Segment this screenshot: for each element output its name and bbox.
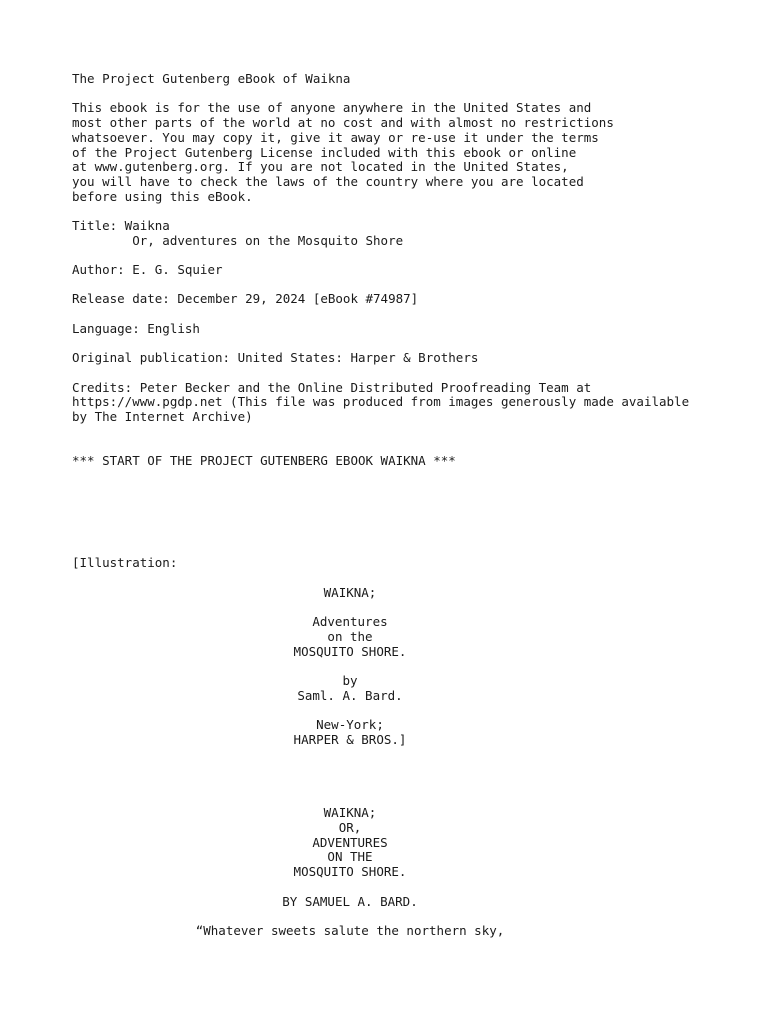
license-line: at www.gutenberg.org. If you are not located in the United States, [72,159,569,175]
illustration-line: Saml. A. Bard. [297,687,403,703]
illustration-caption [72,586,628,748]
illustration-line: on the [327,628,373,644]
license-paragraph [72,101,712,204]
illustration-line: Adventures [312,614,388,630]
illustration-line: by [342,672,358,688]
illustration-line: WAIKNA; [323,584,377,600]
title-page-line: WAIKNA; [323,805,377,821]
license-line: This ebook is for the use of anyone anywhere in the United States and [72,100,592,116]
license-line: before using this eBook. [72,188,253,204]
credits-line: by The Internet Archive) [72,409,253,425]
credits-line: https://www.pgdp.net (This file was produced from images generously made available [72,394,690,410]
illustration-line [72,659,628,674]
title-page-epigraph: “Whatever sweets salute the northern sky, [195,922,505,938]
illustration-line: New-York; [316,717,384,733]
license-line: most other parts of the world at no cost and with almost no restrictions [72,115,614,131]
ebook-page [72,72,712,939]
meta-credits [72,381,712,425]
meta-language: Language: English [72,320,200,336]
start-marker: *** START OF THE PROJECT GUTENBERG EBOOK WAIKNA *** [72,453,456,469]
illustration-line: HARPER & BROS.] [293,731,407,747]
document-title: The Project Gutenberg eBook of Waikna [72,71,351,86]
title-page-line: MOSQUITO SHORE. [293,864,407,880]
license-line: of the Project Gutenberg License included with this ebook or online [72,144,577,160]
meta-author: Author: E. G. Squier [72,262,223,278]
license-line: whatsoever. You may copy it, give it away or re-use it under the terms [72,129,599,145]
meta-title: Title: Waikna [72,218,170,233]
meta-subtitle: Or, adventures on the Mosquito Shore [72,232,404,248]
title-page-line: ADVENTURES [312,834,388,850]
title-page-line: OR, [338,819,362,835]
title-page [72,806,628,938]
title-page-line: ON THE [327,849,373,865]
illustration-line [72,600,628,615]
illustration-line [72,703,628,718]
meta-publication: Original publication: United States: Harper & Brothers [72,350,479,366]
meta-release-date: Release date: December 29, 2024 [eBook #74987] [72,291,419,307]
illustration-label: [Illustration: [72,555,178,571]
license-line: you will have to check the laws of the country where you are located [72,173,584,189]
credits-line: Credits: Peter Becker and the Online Distributed Proofreading Team at [72,379,592,395]
illustration-line: MOSQUITO SHORE. [293,643,407,659]
title-page-byline: BY SAMUEL A. BARD. [282,893,418,909]
